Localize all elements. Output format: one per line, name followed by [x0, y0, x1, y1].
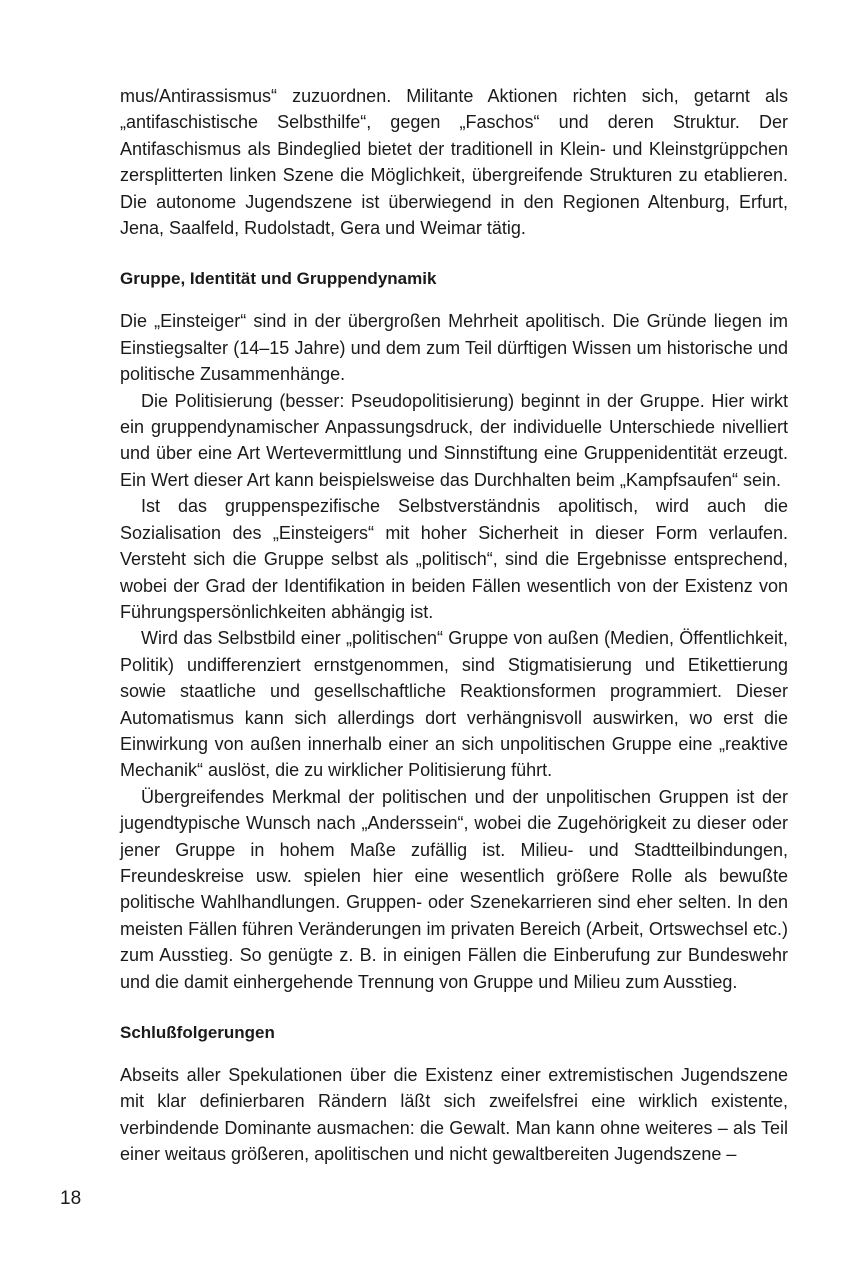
section-1-paragraph-3: Ist das gruppenspezifische Selbstverständnis apolitisch, wird auch die Sozialisation des „Einsteigers“ mit hoher Sicherheit in dieser Form verlaufen. Versteht sich die Gruppe selbst als „politisch“, sind die Ergebnisse entsprechend, wobei der Grad der Identifikation in beiden Fällen wesentlich von der Existenz von Führungspersönlichkeiten abhängig ist. — [120, 496, 788, 622]
section-1-paragraph-1: Die „Einsteiger“ sind in der übergroßen Mehrheit apolitisch. Die Gründe liegen im Einstiegsalter (14–15 Jahre) und dem zum Teil dürftigen Wissen um historische und politische Zusammenhänge. — [120, 311, 788, 385]
intro-paragraph: mus/Antirassismus“ zuzuordnen. Militante Aktionen richten sich, getarnt als „antifaschistische Selbsthilfe“, gegen „Faschos“ und deren Struktur. Der Antifaschismus als Bindeglied bietet der traditionell in Klein- und Kleinstgrüppchen zersplitterten linken Szene die Möglichkeit, übergreifende Strukturen zu etablieren. Die autonome Jugendszene ist überwiegend in den Regionen Altenburg, Erfurt, Jena, Saalfeld, Rudolstadt, Gera und Weimar tätig. — [120, 86, 788, 239]
section-1-paragraph-5: Übergreifendes Merkmal der politischen und der unpolitischen Gruppen ist der jugendtypische Wunsch nach „Anderssein“, wobei die Zugehörigkeit zu dieser oder jener Gruppe in hohem Maße zufällig ist. Milieu- und Stadtteilbindungen, Freundeskreise usw. spielen hier eine wesentlich größere Rolle als bewußte politische Wahlhandlungen. Gruppen- oder Szenekarrieren sind eher selten. In den meisten Fällen führen Veränderungen im privaten Bereich (Arbeit, Ortswechsel etc.) zum Ausstieg. So genügte z. B. in einigen Fällen die Einberufung zur Bundeswehr und die damit einhergehende Trennung von Gruppe und Milieu zum Ausstieg. — [120, 786, 788, 992]
section-heading-schlussfolgerungen: Schlußfolgerungen — [120, 1023, 275, 1042]
page-number: 18 — [60, 1188, 82, 1209]
section-1-paragraph-4: Wird das Selbstbild einer „politischen“ Gruppe von außen (Medien, Öffentlichkeit, Politik) undifferenziert ernstgenommen, sind Stigmatisierung und Etikettierung sowie staatliche und gesellschaftliche Reaktionsformen programmiert. Dieser Automatismus kann sich allerdings dort verhängnisvoll auswirken, wo erst die Einwirkung von außen innerhalb einer an sich unpolitischen Gruppe eine „reaktive Mechanik“ auslöst, die zu wirklicher Politisierung führt. — [120, 628, 788, 781]
page-body — [120, 83, 788, 1168]
section-2-paragraph-1: Abseits aller Spekulationen über die Existenz einer extremistischen Jugendszene mit klar definierbaren Rändern läßt sich zweifelsfrei eine wirklich existente, verbindende Dominante ausmachen: die Gewalt. Man kann ohne weiteres – als Teil einer weitaus größeren, apolitischen und nicht gewaltbereiten Jugendszene – — [120, 1065, 788, 1165]
section-1-paragraph-2: Die Politisierung (besser: Pseudopolitisierung) beginnt in der Gruppe. Hier wirkt ein gruppendynamischer Anpassungsdruck, der individuelle Unterschiede nivelliert und über eine Art Wertevermittlung und Sinnstiftung eine Gruppenidentität erzeugt. Ein Wert dieser Art kann beispielsweise das Durchhalten beim „Kampfsaufen“ sein. — [120, 390, 788, 490]
section-heading-gruppe-identitaet: Gruppe, Identität und Gruppendynamik — [120, 269, 437, 289]
